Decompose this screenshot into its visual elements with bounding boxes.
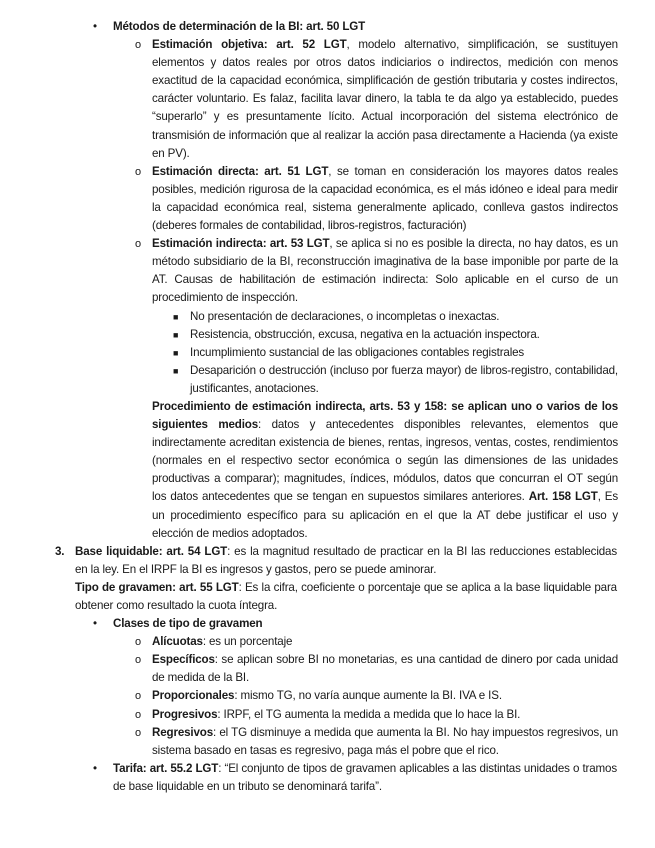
list-marker: o [135, 690, 141, 703]
body-text: , Es un procedimiento específico para su aplicación en el que la AT debe justificar el uso y elección de medios adoptados. [152, 490, 618, 540]
list-item [135, 651, 618, 687]
body-text: No presentación de declaraciones, o incompletas o inexactas. [190, 309, 500, 323]
list-marker: • [93, 617, 97, 631]
document-page [0, 18, 655, 796]
list-item [93, 760, 617, 796]
list-marker: ■ [173, 329, 179, 340]
body-text: Incumplimiento sustancial de las obligaciones contables registrales [190, 345, 525, 359]
list-marker: ■ [173, 311, 179, 322]
list-marker: o [135, 708, 141, 721]
bold-text: Proporcionales [152, 689, 235, 703]
bold-text: Específicos [152, 653, 215, 667]
list-marker: • [93, 761, 97, 775]
body-text: : IRPF, el TG aumenta la medida a medida que lo hace la BI. [217, 707, 521, 721]
list-item [173, 308, 618, 326]
list-item [93, 615, 617, 633]
list-item [173, 362, 618, 398]
body-text: Resistencia, obstrucción, excusa, negativa en la actuación inspectora. [190, 327, 540, 341]
body-text: , modelo alternativo, simplificación, se sustituyen elementos y datos reales por otros datos indiciarios o indirectos, medición con menos exactitud de la capacidad económica, simplificación de gestión tributaria y costes indirectos, carácter voluntario. Es falaz, facilita lavar dinero, la tabla te da algo ya establecido, puedes “superarlo” y es presuntamente lícito. Actual incorporación del sistema electrónico de transmisión de información que al realizar la acción pasa directamente a Hacienda (ya existe en PV). [152, 38, 618, 160]
list-item [173, 344, 618, 362]
body-text: : es la magnitud resultado de practicar en la BI las reducciones establecidas en la ley. En el IRPF la BI es ingresos y gastos, pero se puede aminorar. [75, 544, 617, 576]
list-item [135, 724, 618, 760]
bold-text: Art. 158 LGT [528, 490, 598, 504]
list-marker: o [135, 654, 141, 667]
body-text: Desaparición o destrucción (incluso por fuerza mayor) de libros-registro, contabilidad, justificantes, anotaciones. [190, 363, 618, 395]
list-marker: o [135, 726, 141, 739]
list-marker: ■ [173, 347, 179, 358]
bold-text: Métodos de determinación de la BI: art. 50 LGT [113, 20, 366, 33]
paragraph [75, 579, 617, 615]
body-text: : “El conjunto de tipos de gravamen aplicables a las distintas unidades o tramos de base liquidable en un tributo se denominará tarifa”. [113, 761, 617, 793]
list-marker: • [93, 20, 97, 33]
list-item [135, 235, 618, 307]
bold-text: Estimación indirecta: art. 53 LGT [152, 237, 330, 251]
bold-text: Alícuotas [152, 635, 203, 649]
bold-text: Regresivos [152, 725, 214, 739]
body-text: : se aplican sobre BI no monetarias, es una cantidad de dinero por cada unidad de medida de la BI. [152, 653, 618, 685]
list-item [55, 543, 617, 579]
body-text: : es un porcentaje [202, 635, 293, 649]
list-item [135, 706, 618, 724]
list-item [135, 36, 618, 163]
bold-text: Clases de tipo de gravamen [113, 617, 263, 631]
list-marker: 3. [55, 544, 65, 558]
list-marker: o [135, 636, 141, 649]
body-text: , se toman en consideración los mayores datos reales posibles, medición rigurosa de la capacidad económica, es el más idóneo e ideal para medir la capacidad económica real, sistema generalmente aplicado, conlleva gastos indirectos (deberes formales de contabilidad, libros-registros, facturación) [152, 164, 618, 233]
list-item [93, 18, 617, 36]
list-item [173, 326, 618, 344]
bold-text: Tarifa: art. 55.2 LGT [113, 761, 219, 775]
list-marker: o [135, 39, 141, 52]
bold-text: Estimación directa: art. 51 LGT [152, 164, 329, 178]
bold-text: Tipo de gravamen: art. 55 LGT [75, 580, 239, 594]
body-text: : datos y antecedentes disponibles relevantes, elementos que indirectamente acreditan existencia de bienes, rentas, ingresos, ventas, costes, rendimientos (normales en el respectivo sector económica o según las dimensiones de las unidades productivas a comparar); magnitudes, índices, módulos, datos que concurran el OT según los datos antecedentes que se tengan en supuestos similares anteriores. [152, 418, 618, 504]
bold-text: Base liquidable: art. 54 LGT [75, 544, 228, 558]
bold-text: Estimación objetiva: art. 52 LGT [152, 38, 347, 52]
body-text: , se aplica si no es posible la directa, no hay datos, es un método subsidiario de la BI, reconstrucción imaginativa de la base imponible por parte de la AT. Causas de habilitación de estimación indirecta: Solo aplicable en el curso de un procedimiento de inspección. [152, 237, 618, 305]
paragraph [152, 398, 618, 543]
list-item [135, 163, 618, 235]
body-text: : el TG disminuye a medida que aumenta la BI. No hay impuestos regresivos, un sistema basado en tasas es regresivo, paga más el pobre que el rico. [152, 725, 618, 757]
bold-text: Procedimiento de estimación indirecta, arts. 53 y 158: se aplican uno o varios de los siguientes medios [152, 399, 618, 432]
list-marker: o [135, 165, 141, 178]
list-marker: ■ [173, 365, 179, 376]
body-text: : mismo TG, no varía aunque aumente la BI. IVA e IS. [234, 689, 502, 703]
list-marker: o [135, 238, 141, 251]
bold-text: Progresivos [152, 707, 218, 721]
list-item [135, 633, 618, 651]
list-item [135, 687, 618, 705]
body-text: : Es la cifra, coeficiente o porcentaje que se aplica a la base liquidable para obtener como resultado la cuota íntegra. [75, 580, 617, 612]
